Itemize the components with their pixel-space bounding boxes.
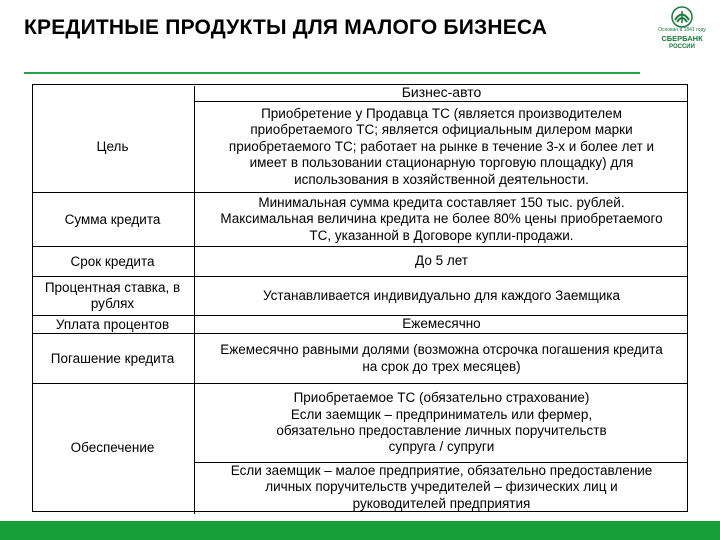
product-name: Бизнес-авто [401, 84, 482, 101]
label-interest-rate: Процентная ставка, в рублях [44, 280, 181, 311]
value-collateral-company: Если заемщик – малое предприятие, обязательно предоставление личных поручительств учредителей – физических лиц и руководителей предприятия [230, 462, 653, 511]
page-title: КРЕДИТНЫЕ ПРОДУКТЫ ДЛЯ МАЛОГО БИЗНЕСА [24, 16, 548, 39]
value-interest-payment: Ежемесячно [402, 316, 481, 332]
logo-country-text: РОССИИ [669, 44, 695, 50]
label-purpose: Цель [96, 139, 129, 154]
sberbank-logo [652, 6, 712, 62]
value-interest-rate: Устанавливается индивидуально для каждого Заемщика [262, 287, 620, 303]
value-loan-amount: Минимальная сумма кредита составляет 150 тыс. рублей. Максимальная величина кредита не более 80% цены приобретаемого ТС, указанной в Договоре купли-продажи. [220, 194, 663, 243]
value-repayment: Ежемесячно равными долями (возможна отсрочка погашения кредита на срок до трех месяцев) [220, 342, 663, 374]
value-collateral-entrepreneur: Приобретаемое ТС (обязательно страхование) Если заемщик – предприниматель или фермер, обязательно предоставление личных поручительств супруга / супруги [276, 390, 607, 455]
label-loan-term: Срок кредита [70, 253, 155, 269]
logo-founded-text: Основан в 1841 году [658, 27, 706, 33]
label-interest-payment: Уплата процентов [55, 316, 170, 332]
value-loan-term: До 5 лет [415, 253, 468, 269]
value-purpose: Приобретение у Продавца ТС (является производителем приобретаемого ТС; является официальным дилером марки приобретаемого ТС; работает на рынке в течение 3-х и более лет и имеет в пользовании стационарную торговую площадку) для использования в хозяйственной деятельности. [228, 105, 655, 187]
label-loan-amount: Сумма кредита [64, 211, 161, 227]
logo-brand-text: СБЕРБАНК [661, 34, 703, 43]
label-repayment: Погашение кредита [50, 350, 175, 366]
label-collateral: Обеспечение [70, 440, 155, 455]
header-divider [24, 72, 640, 74]
footer-band [0, 521, 720, 540]
sberbank-leaf-icon [671, 6, 693, 28]
column-divider [194, 86, 195, 514]
